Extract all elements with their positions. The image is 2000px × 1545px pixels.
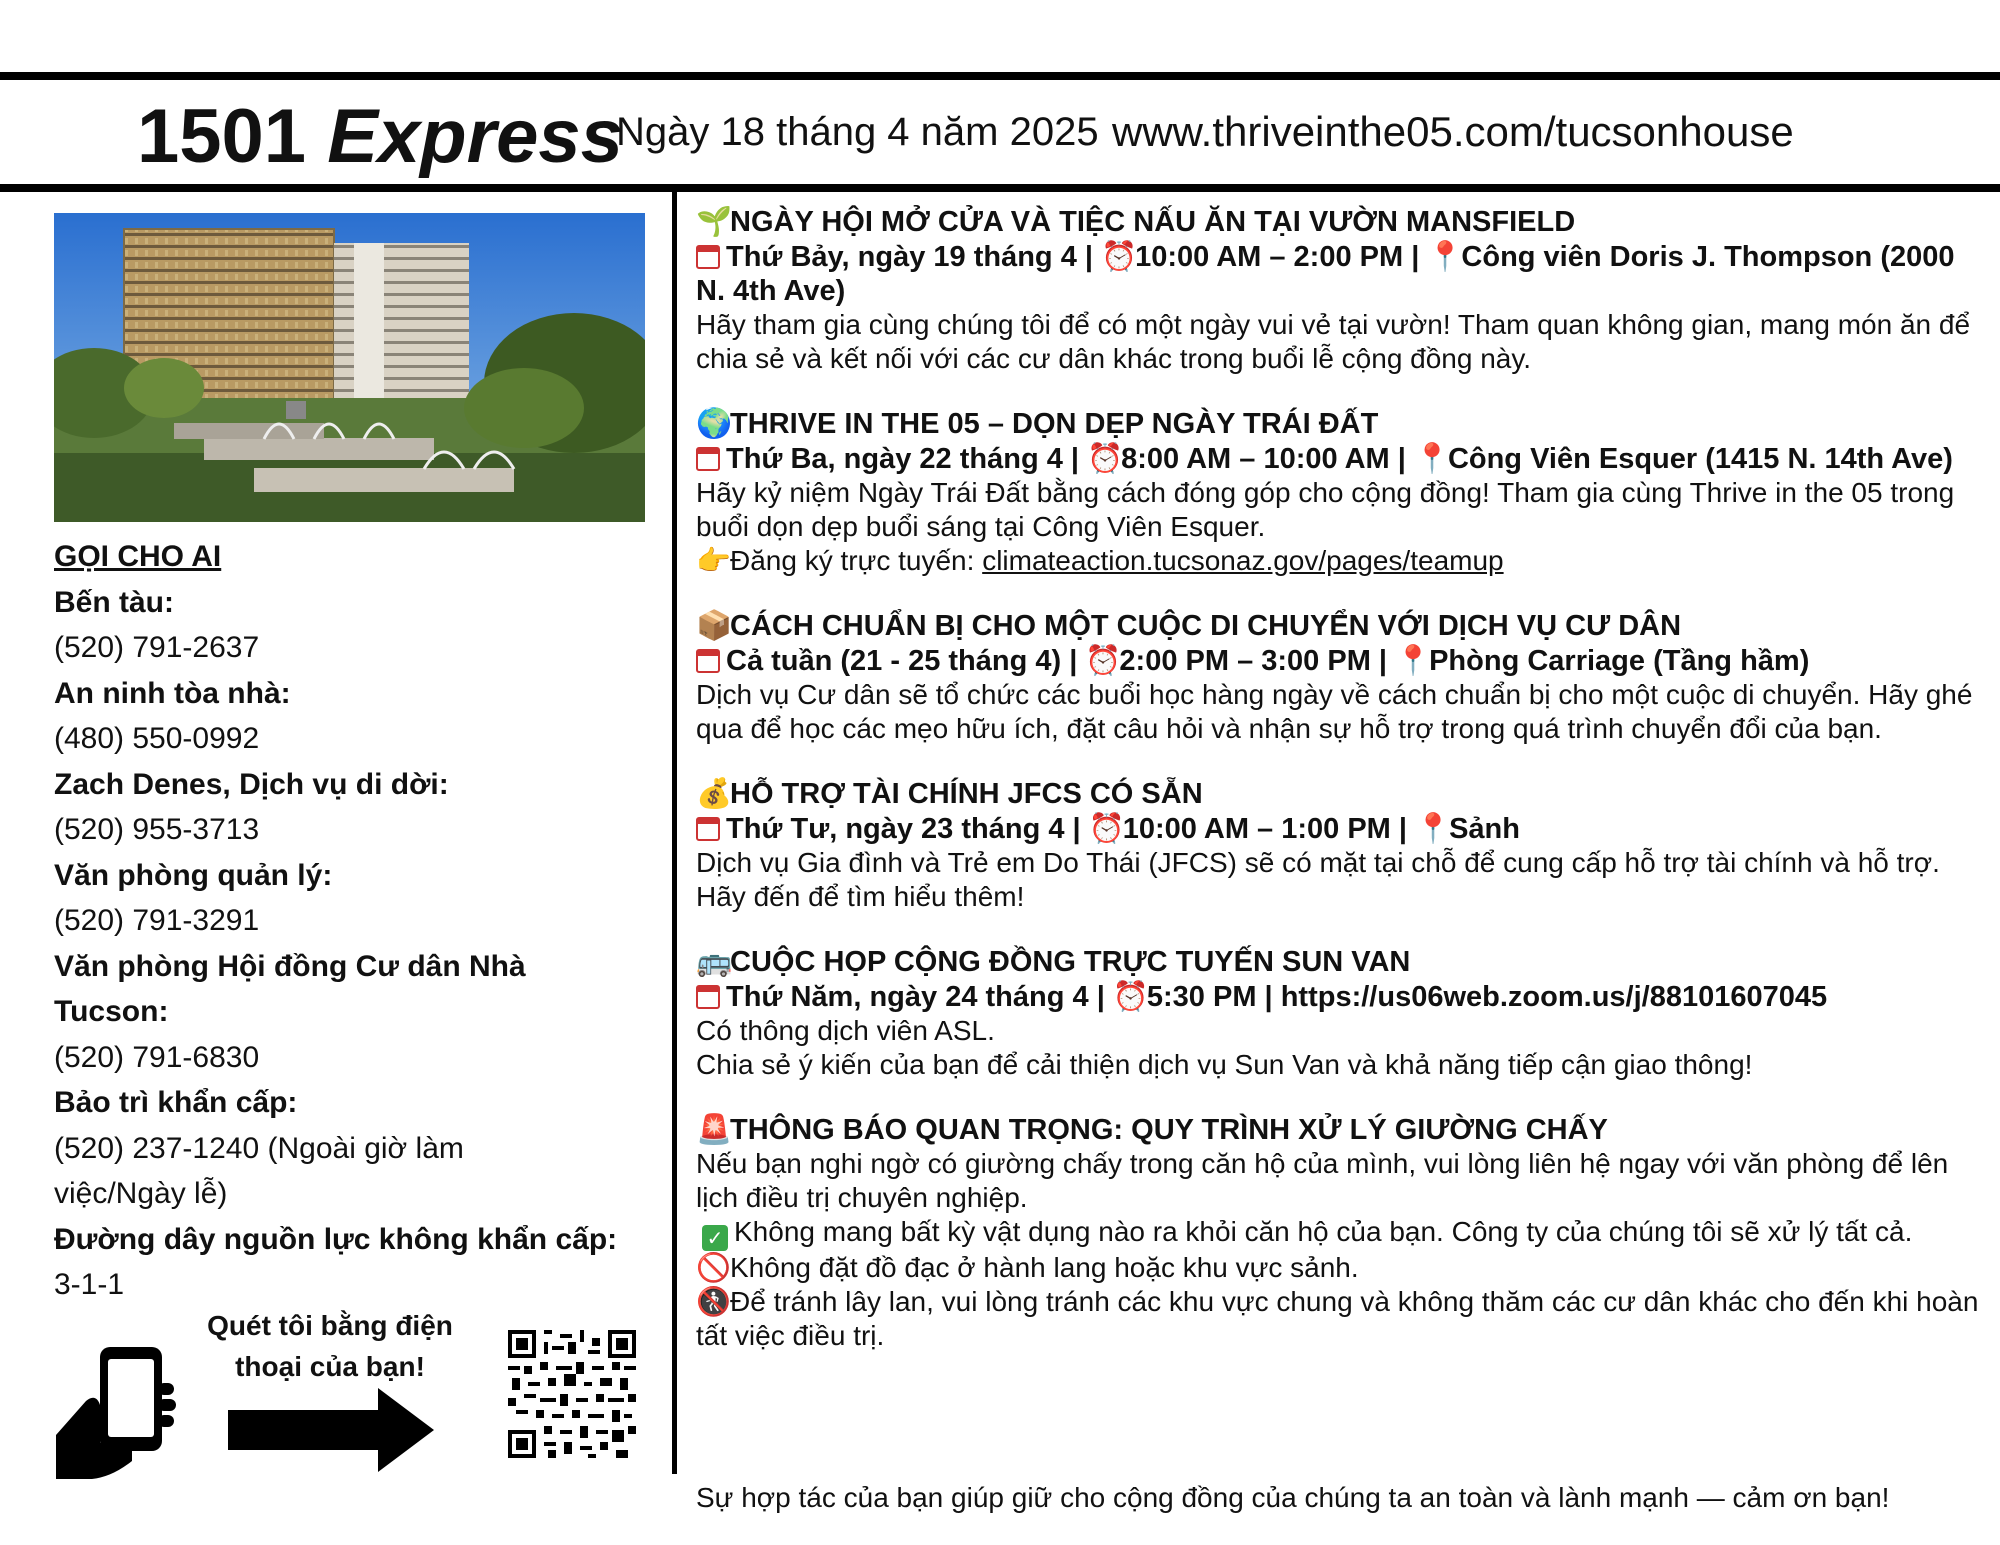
- prohibited-icon: 🚫: [696, 1251, 731, 1284]
- zoom-link[interactable]: https://us06web.zoom.us/j/88101607045: [1280, 981, 1828, 1013]
- event-meta: Thứ Năm, ngày 24 tháng 4 | ⏰5:30 PM | https://us06web.zoom.us/j/88101607045: [696, 979, 1986, 1014]
- event-description: Dịch vụ Cư dân sẽ tổ chức các buổi học hàng ngày về cách chuẩn bị cho một cuộc di chuyển. Hãy ghé qua để học các mẹo hữu ích, đặt câu hỏi và nhận sự hỗ trợ trong quá trình chuyển đổi của bạn.: [696, 679, 1973, 744]
- contacts-list: [54, 534, 654, 1308]
- calendar-icon: [696, 817, 720, 841]
- contact-label: Zach Denes, Dịch vụ di dời:: [54, 767, 449, 801]
- contact-label: Đường dây nguồn lực không khẩn cấp:: [54, 1222, 618, 1256]
- right-arrow-icon: [228, 1388, 434, 1472]
- event-title: 🚌CUỘC HỌP CỘNG ĐỒNG TRỰC TUYẾN SUN VAN: [696, 944, 1411, 978]
- alarm-clock-icon: ⏰: [1085, 643, 1122, 677]
- contact-phone[interactable]: 3-1-1: [54, 1268, 125, 1301]
- calendar-icon: [696, 985, 720, 1009]
- event-meta: Thứ Tư, ngày 23 tháng 4 | ⏰10:00 AM – 1:00 PM | 📍Sảnh: [696, 811, 1986, 846]
- pin-icon: 📍: [1415, 811, 1452, 845]
- event-register: 👉Đăng ký trực tuyến: climateaction.tucsonaz.gov/pages/teamup: [696, 544, 1504, 577]
- pin-icon: 📍: [1413, 441, 1451, 475]
- contact-label: Văn phòng Hội đồng Cư dân Nhà Tucson:: [54, 949, 526, 1028]
- website-link[interactable]: www.thriveinthe05.com/tucsonhouse: [1112, 108, 1794, 155]
- notice-section: [696, 1112, 1986, 1353]
- pointing-hand-icon: 👉: [696, 544, 731, 577]
- issue-date: Ngày 18 tháng 4 năm 2025: [616, 110, 1099, 154]
- calendar-icon: [696, 245, 720, 269]
- contact-label: Bảo trì khẩn cấp:: [54, 1086, 298, 1119]
- event-description: Chia sẻ ý kiến của bạn để cải thiện dịch vụ Sun Van và khả năng tiếp cận giao thông!: [696, 1049, 1753, 1080]
- event-item: [696, 776, 1986, 914]
- alarm-clock-icon: ⏰: [1112, 979, 1149, 1013]
- event-meta: Thứ Bảy, ngày 19 tháng 4 | ⏰10:00 AM – 2:00 PM | 📍Công viên Doris J. Thompson (2000 N. 4th Ave): [696, 239, 1955, 307]
- event-item: [696, 204, 1986, 376]
- event-title: 🌱NGÀY HỘI MỞ CỬA VÀ TIỆC NẤU ĂN TẠI VƯỜN MANSFIELD: [696, 204, 1576, 238]
- contacts-heading: GỌI CHO AI: [54, 540, 222, 573]
- notice-intro: Nếu bạn nghi ngờ có giường chấy trong căn hộ của mình, vui lòng liên hệ ngay với văn phòng để lên lịch điều trị chuyên nghiệp.: [696, 1148, 1949, 1213]
- check-icon: ✓: [702, 1225, 728, 1251]
- contact-label: An ninh tòa nhà:: [54, 676, 291, 710]
- bus-icon: 🚌: [696, 944, 733, 978]
- event-description: Hãy tham gia cùng chúng tôi để có một ngày vui vẻ tại vườn! Tham quan không gian, mang món ăn để chia sẻ và kết nối với các cư dân khác trong buổi lễ cộng đồng này.: [696, 309, 1971, 374]
- notice-point: 🚷Để tránh lây lan, vui lòng tránh các khu vực chung và không thăm các cư dân khác cho đến khi hoàn tất việc điều trị.: [696, 1285, 1979, 1351]
- calendar-icon: [696, 447, 720, 471]
- masthead: [0, 82, 2000, 182]
- event-description: Dịch vụ Gia đình và Trẻ em Do Thái (JFCS) sẽ có mặt tại chỗ để cung cấp hỗ trợ tài chính và hỗ trợ. Hãy đến để tìm hiểu thêm!: [696, 847, 1940, 912]
- event-description: Có thông dịch viên ASL.: [696, 1015, 995, 1046]
- event-item: [696, 608, 1986, 746]
- no-pedestrians-icon: 🚷: [696, 1285, 731, 1318]
- seedling-icon: 🌱: [696, 204, 733, 238]
- package-icon: 📦: [696, 608, 733, 642]
- phone-in-hand-icon: [52, 1343, 182, 1483]
- alarm-clock-icon: ⏰: [1088, 811, 1125, 845]
- event-title: 💰HỖ TRỢ TÀI CHÍNH JFCS CÓ SẴN: [696, 776, 1203, 810]
- qr-code-icon[interactable]: [508, 1330, 636, 1458]
- contact-phone[interactable]: (480) 550-0992: [54, 722, 260, 755]
- pin-icon: 📍: [1395, 643, 1432, 677]
- contact-phone[interactable]: (520) 791-6830: [54, 1040, 260, 1074]
- scan-instruction: Quét tôi bằng điện thoại của bạn!: [207, 1310, 453, 1382]
- money-bag-icon: 💰: [696, 776, 733, 810]
- events-column: [696, 204, 1986, 1383]
- notice-point: ✓ Không mang bất kỳ vật dụng nào ra khỏi căn hộ của bạn. Công ty của chúng tôi sẽ xử lý tất cả.: [696, 1215, 1986, 1251]
- event-description: Hãy kỷ niệm Ngày Trái Đất bằng cách đóng góp cho cộng đồng! Tham gia cùng Thrive in the 05 trong buổi dọn dẹp buổi sáng tại Công Viên Esquer.: [696, 477, 1955, 542]
- register-link[interactable]: climateaction.tucsonaz.gov/pages/teamup: [982, 545, 1504, 576]
- event-item: [696, 406, 1986, 578]
- calendar-icon: [696, 649, 720, 673]
- alarm-clock-icon: ⏰: [1087, 441, 1124, 475]
- event-title: 🌍THRIVE IN THE 05 – DỌN DẸP NGÀY TRÁI ĐẤT: [696, 406, 1379, 440]
- contact-phone[interactable]: (520) 791-3291: [54, 904, 260, 937]
- contact-label: Bến tàu:: [54, 585, 174, 619]
- contact-phone[interactable]: (520) 791-2637: [54, 631, 260, 664]
- closing-message: Sự hợp tác của bạn giúp giữ cho cộng đồng của chúng ta an toàn và lành mạnh — cảm ơn bạn!: [696, 1482, 1890, 1513]
- event-title: 📦CÁCH CHUẨN BỊ CHO MỘT CUỘC DI CHUYỂN VỚI DỊCH VỤ CƯ DÂN: [696, 608, 1682, 642]
- event-meta: Thứ Ba, ngày 22 tháng 4 | ⏰8:00 AM – 10:00 AM | 📍Công Viên Esquer (1415 N. 14th Ave): [696, 441, 1986, 476]
- siren-icon: 🚨: [696, 1112, 733, 1146]
- notice-title: 🚨THÔNG BÁO QUAN TRỌNG: QUY TRÌNH XỬ LÝ GIƯỜNG CHẤY: [696, 1112, 1608, 1146]
- building-photo: [54, 213, 645, 522]
- header-bottom-rule: [0, 184, 2000, 192]
- alarm-clock-icon: ⏰: [1101, 239, 1138, 273]
- globe-icon: 🌍: [696, 406, 733, 440]
- column-divider: [672, 192, 677, 1474]
- event-meta: Cả tuần (21 - 25 tháng 4) | ⏰2:00 PM – 3:00 PM | 📍Phòng Carriage (Tầng hầm): [696, 643, 1986, 678]
- contact-phone[interactable]: (520) 237-1240 (Ngoài giờ làm việc/Ngày lễ): [54, 1131, 464, 1210]
- notice-point: 🚫Không đặt đồ đạc ở hành lang hoặc khu vực sảnh.: [696, 1251, 1359, 1284]
- newsletter-title: 1501 Express: [137, 94, 623, 179]
- event-item: [696, 944, 1986, 1082]
- pin-icon: 📍: [1427, 239, 1464, 273]
- top-rule: [0, 72, 2000, 80]
- contact-label: Văn phòng quản lý:: [54, 858, 333, 892]
- contact-phone[interactable]: (520) 955-3713: [54, 813, 260, 846]
